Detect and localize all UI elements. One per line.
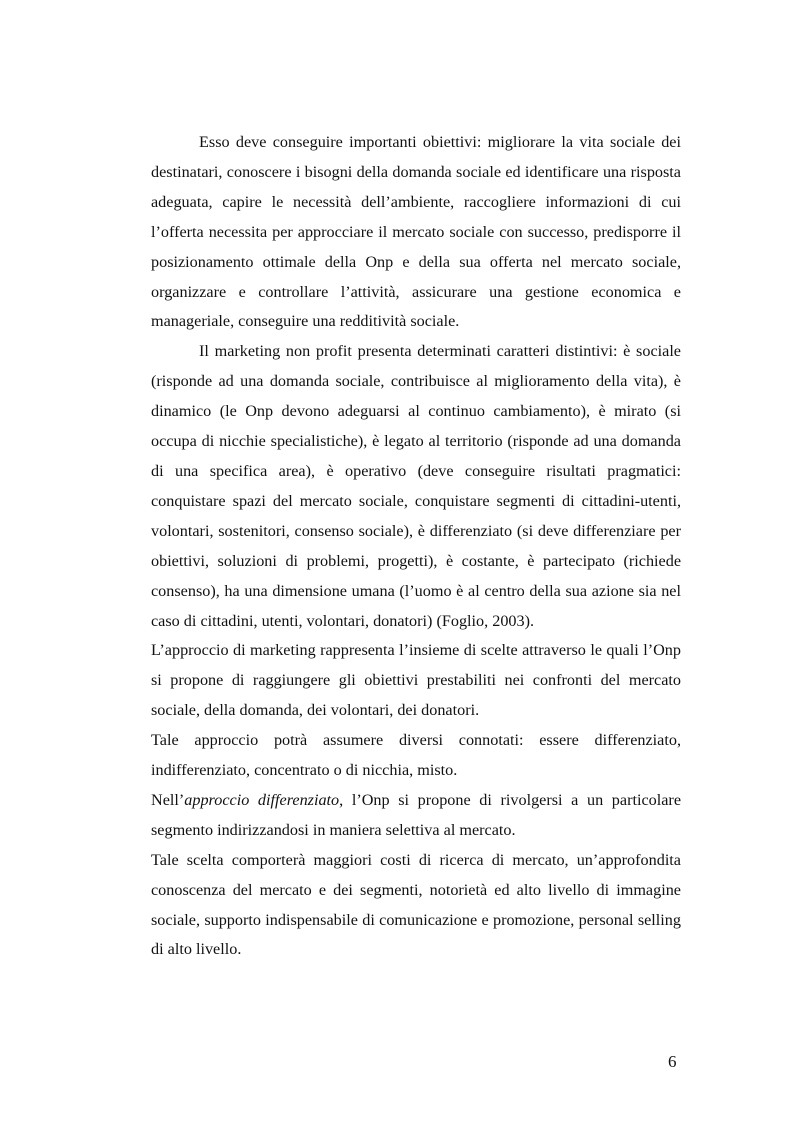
differentiated-term: approccio differenziato: [184, 790, 340, 809]
differentiated-suffix: , l’Onp si propone di rivolgersi a un particolare segmento indirizzandosi in maniera selettiva al mercato.: [151, 790, 681, 839]
paragraph-differentiated-approach: [151, 786, 681, 846]
body-text: [151, 128, 681, 965]
paragraph-approach-types: Tale approccio potrà assumere diversi connotati: essere differenziato, indifferenziato, concentrato o di nicchia, misto.: [151, 731, 681, 780]
page-number: 6: [668, 1052, 677, 1071]
differentiated-prefix: Nell’: [151, 790, 185, 809]
paragraph-marketing-approach: L’approccio di marketing rappresenta l’insieme di scelte attraverso le quali l’Onp si propone di raggiungere gli obiettivi prestabiliti nei confronti del mercato sociale, della domanda, dei volontari, dei donatori.: [151, 641, 681, 720]
paragraph-objectives: Esso deve conseguire importanti obiettivi: migliorare la vita sociale dei destinatari, conoscere i bisogni della domanda sociale ed identificare una risposta adeguata, capire le necessità dell’ambiente, raccogliere informazioni di cui l’offerta necessita per approcciare il mercato sociale con successo, predisporre il posizionamento ottimale della Onp e della sua offerta nel mercato sociale, organizzare e controllare l’attività, assicurare una gestione economica e manageriale, conseguire una redditività sociale.: [151, 133, 681, 331]
paragraph-distinctive-traits: Il marketing non profit presenta determinati caratteri distintivi: è sociale (risponde ad una domanda sociale, contribuisce al miglioramento della vita), è dinamico (le Onp devono adeguarsi al continuo cambiamento), è mirato (si occupa di nicchie specialistiche), è legato al territorio (risponde ad una domanda di una specifica area), è operativo (deve conseguire risultati pragmatici: conquistare spazi del mercato sociale, conquistare segmenti di cittadini-utenti, volontari, sostenitori, consenso sociale), è differenziato (si deve differenziare per obiettivi, soluzioni di problemi, progetti), è costante, è partecipato (richiede consenso), ha una dimensione umana (l’uomo è al centro della sua azione sia nel caso di cittadini, utenti, volontari, donatori) (Foglio, 2003).: [151, 342, 681, 630]
paragraph-choice-consequences: Tale scelta comporterà maggiori costi di ricerca di mercato, un’approfondita conoscenza del mercato e dei segmenti, notorietà ed alto livello di immagine sociale, supporto indispensabile di comunicazione e promozione, personal selling di alto livello.: [151, 850, 681, 959]
